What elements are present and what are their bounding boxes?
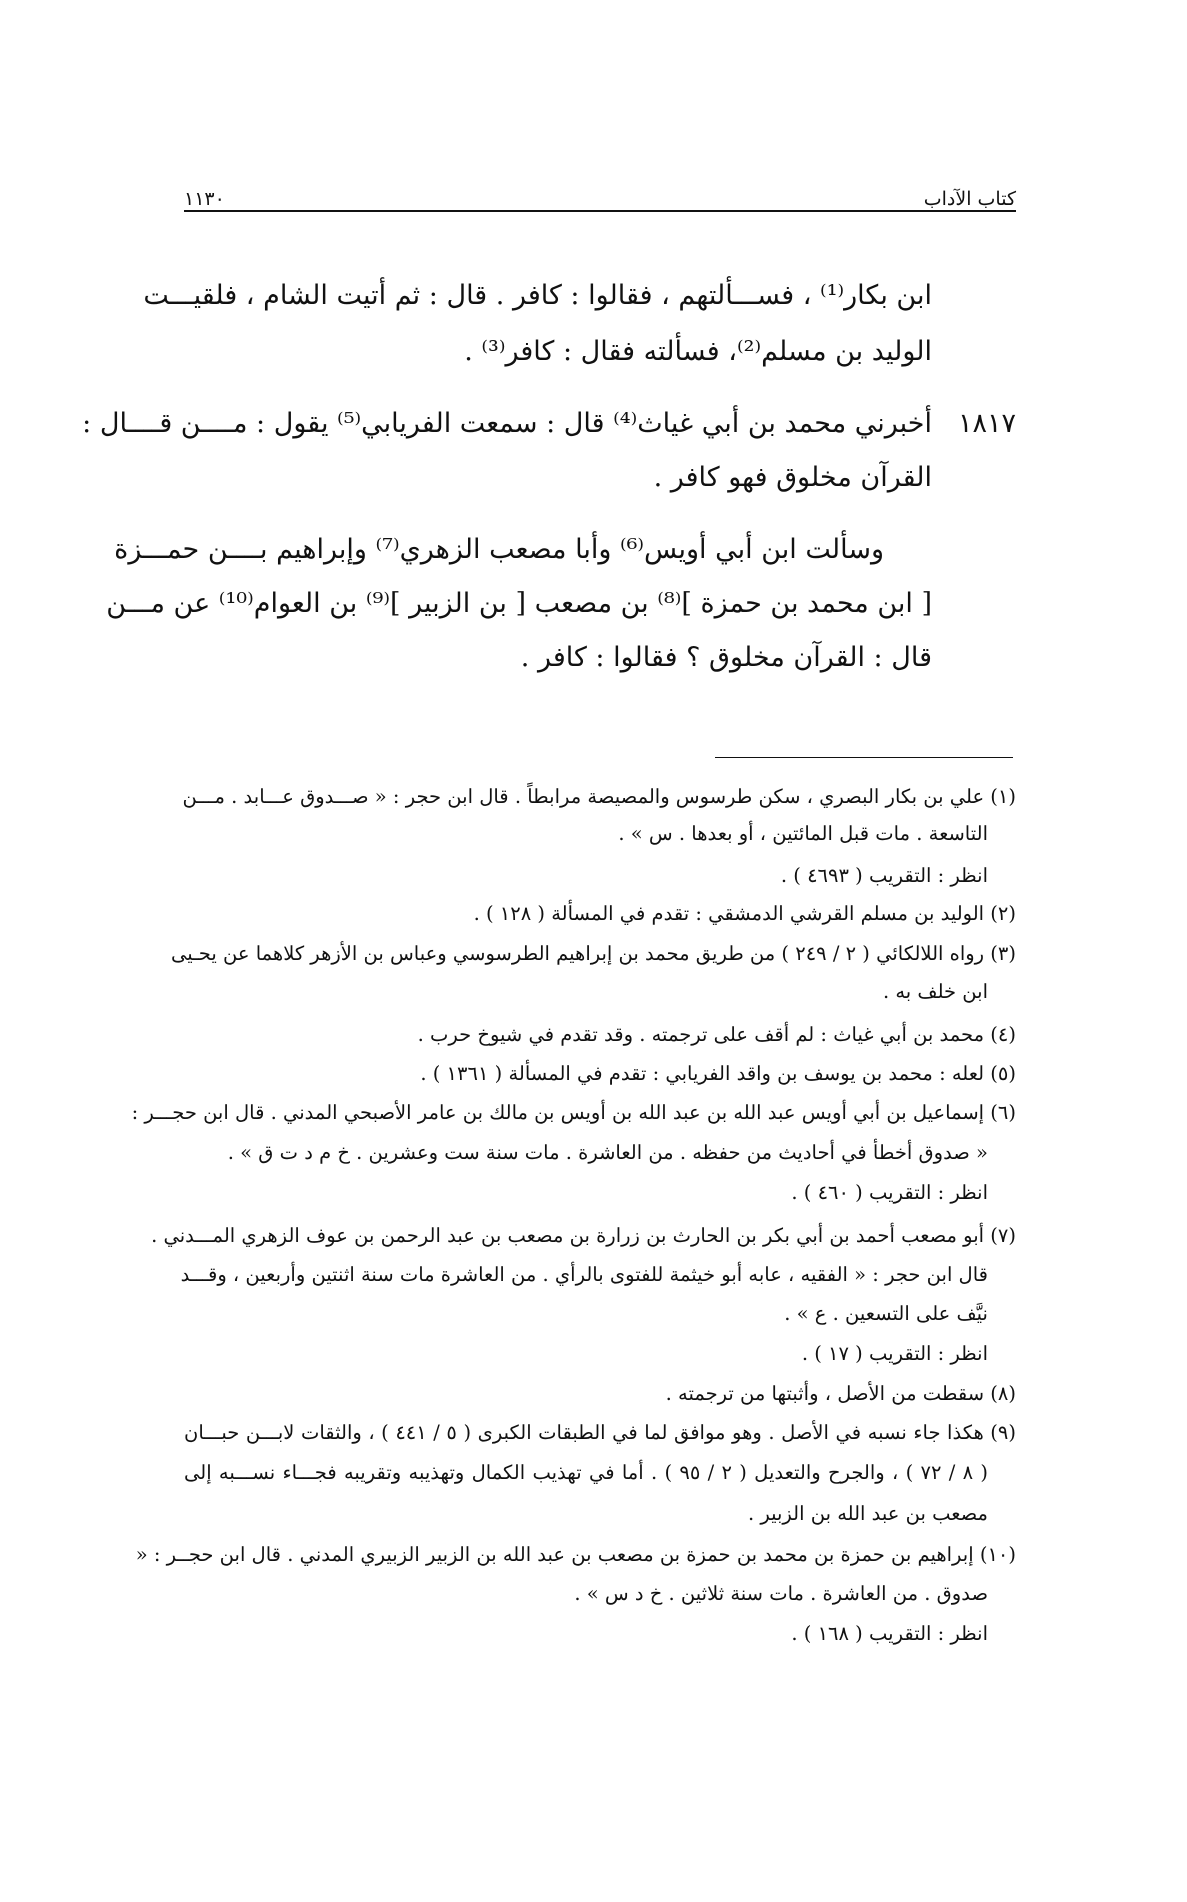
main-line-4: القرآن مخلوق فهو كافر . [653,462,932,493]
main-line-1: ابن بكار⁽¹⁾ ، فســـألتهم ، فقالوا : كافر . قال : ثم أتيت الشام ، فلقيـــت [143,280,932,311]
main-line-3: أخبرني محمد بن أبي غياث⁽⁴⁾ قال : سمعت الفريابي⁽⁵⁾ يقول : مــــن قــــال : [82,408,932,439]
footnote-line: (١) علي بن بكار البصري ، سكن طرسوس والمصيصة مرابطاً . قال ابن حجر : « صـــدوق عـــابد . مـــن [182,785,1016,808]
footnote-line: قال ابن حجر : « الفقيه ، عابه أبو خيثمة للفتوى بالرأي . من العاشرة مات سنة اثنتين وأربعين ، وقـــد [180,1263,988,1286]
footnote-line: (٣) رواه اللالكائي ( ٢ / ٢٤٩ ) من طريق محمد بن إبراهيم الطرسوسي وعباس بن الأزهر كلاهما عن يحـيى [170,942,1016,965]
footnote-line: « صدوق أخطأ في أحاديث من حفظه . من العاشرة . مات سنة ست وعشرين . خ م د ت ق » . [227,1141,988,1164]
header-rule [184,210,1016,212]
main-line-2: الوليد بن مسلم⁽²⁾، فسألته فقال : كافر⁽³⁾ . [464,336,932,367]
footnote-line: (٨) سقطت من الأصل ، وأثبتها من ترجمته . [665,1382,1016,1405]
footnote-line: نيَّف على التسعين . ع » . [784,1302,988,1325]
book-title: كتاب الآداب [923,188,1016,210]
main-line-6: [ ابن محمد بن حمزة ]⁽⁸⁾ بن مصعب [ بن الزبير ]⁽⁹⁾ بن العوام⁽¹⁰⁾ عن مـــن [106,588,932,619]
main-line-7: قال : القرآن مخلوق ؟ فقالوا : كافر . [520,642,932,673]
footnote-line: ابن خلف به . [882,980,988,1003]
footnote-line: انظر : التقريب ( ٤٦٩٣ ) . [780,864,988,887]
footnote-line: (٢) الوليد بن مسلم القرشي الدمشقي : تقدم في المسألة ( ١٢٨ ) . [473,902,1016,925]
footnote-line: صدوق . من العاشرة . مات سنة ثلاثين . خ د س » . [574,1582,988,1605]
page-number: ١١٣٠ [184,188,225,210]
footnote-line: (٥) لعله : محمد بن يوسف بن واقد الفريابي : تقدم في المسألة ( ١٣٦١ ) . [420,1062,1016,1085]
footnote-line: مصعب بن عبد الله بن الزبير . [747,1502,988,1525]
footnote-line: انظر : التقريب ( ٤٦٠ ) . [791,1181,988,1204]
footnote-line: (٦) إسماعيل بن أبي أويس عبد الله بن عبد الله بن أويس بن مالك بن عامر الأصبحي المدني . قال ابن حجـــر : [131,1101,1016,1124]
footnote-separator [715,757,1013,758]
footnote-line: ( ٨ / ٧٢ ) ، والجرح والتعديل ( ٢ / ٩٥ ) . أما في تهذيب الكمال وتهذيبه وتقريبه فجـــاء نســـبه إلى [184,1461,989,1484]
footnote-line: (٤) محمد بن أبي غياث : لم أقف على ترجمته . وقد تقدم في شيوخ حرب . [417,1023,1016,1046]
footnote-line: (١٠) إبراهيم بن حمزة بن محمد بن حمزة بن مصعب بن عبد الله بن الزبير الزبيري المدني . قال ابن حجــر : « [135,1543,1016,1566]
entry-number: ١٨١٧ [957,408,1016,439]
footnote-line: التاسعة . مات قبل المائتين ، أو بعدها . س » . [618,822,988,845]
running-header [184,176,1016,210]
footnote-line: انظر : التقريب ( ١٧ ) . [801,1342,988,1365]
footnote-line: (٧) أبو مصعب أحمد بن أبي بكر بن الحارث بن زرارة بن مصعب بن عبد الرحمن بن عوف الزهري المـــدني . [151,1224,1016,1247]
footnote-line: انظر : التقريب ( ١٦٨ ) . [791,1622,988,1645]
main-line-5: وسألت ابن أبي أويس⁽⁶⁾ وأبا مصعب الزهري⁽⁷⁾ وإبراهيم بــــن حمـــزة [114,534,884,565]
footnote-line: (٩) هكذا جاء نسبه في الأصل . وهو موافق لما في الطبقات الكبرى ( ٥ / ٤٤١ ) ، والثقات لابـــن حبـــان [184,1421,1016,1444]
